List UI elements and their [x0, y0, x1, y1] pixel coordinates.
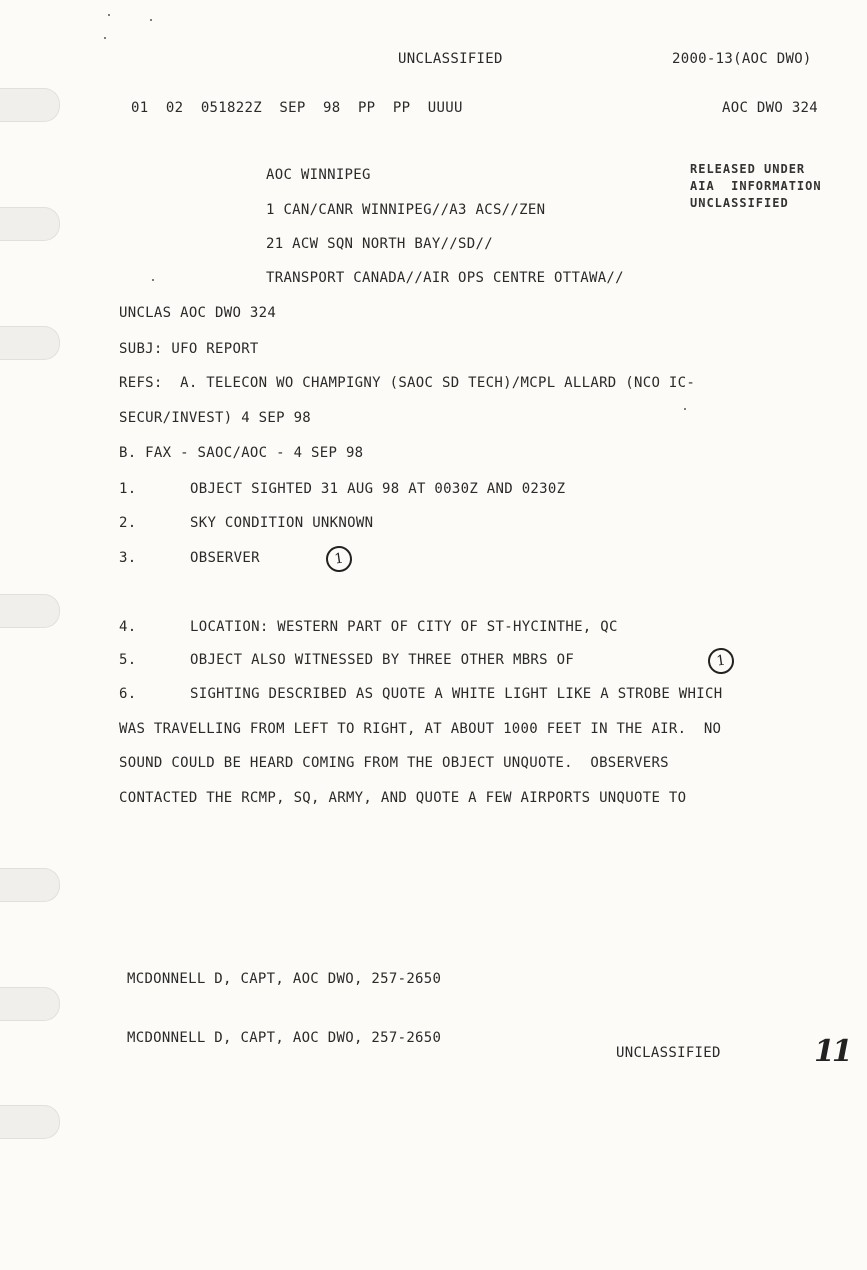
subject-line: SUBJ: UFO REPORT	[119, 341, 259, 357]
references-line: SECUR/INVEST) 4 SEP 98	[119, 410, 312, 426]
addressee: 1 CAN/CANR WINNIPEG//A3 ACS//ZEN	[266, 202, 546, 218]
addressee: 21 ACW SQN NORTH BAY//SD//	[266, 236, 493, 252]
binder-hole	[0, 207, 60, 241]
redaction-circle-mark: 1	[706, 646, 735, 675]
item-number: 1.	[119, 481, 137, 497]
addressee: AOC WINNIPEG	[266, 167, 371, 183]
handwritten-page-mark: 11	[814, 1034, 850, 1069]
release-stamp-line: UNCLASSIFIED	[690, 196, 789, 210]
redaction-circle-mark: 1	[324, 544, 353, 573]
item-number: 5.	[119, 652, 137, 668]
header-classification: UNCLASSIFIED	[398, 51, 503, 67]
item-text: LOCATION: WESTERN PART OF CITY OF ST-HYCINTHE, QC	[190, 619, 618, 635]
binder-hole	[0, 868, 60, 902]
routing-line: 01 02 051822Z SEP 98 PP PP UUUU	[131, 100, 463, 116]
item-text: OBSERVER	[190, 550, 260, 566]
scan-speck	[152, 279, 154, 281]
item-text: OBJECT SIGHTED 31 AUG 98 AT 0030Z AND 0230Z	[190, 481, 566, 497]
addressee: TRANSPORT CANADA//AIR OPS CENTRE OTTAWA//	[266, 270, 624, 286]
binder-hole	[0, 1105, 60, 1139]
message-id: AOC DWO 324	[722, 100, 819, 116]
paragraph-continuation: WAS TRAVELLING FROM LEFT TO RIGHT, AT ABOUT 1000 FEET IN THE AIR. NO	[119, 721, 722, 737]
binder-hole	[0, 326, 60, 360]
paragraph-continuation: CONTACTED THE RCMP, SQ, ARMY, AND QUOTE A FEW AIRPORTS UNQUOTE TO	[119, 790, 687, 806]
item-text: OBJECT ALSO WITNESSED BY THREE OTHER MBRS OF	[190, 652, 575, 668]
item-number: 6.	[119, 686, 137, 702]
paragraph-continuation: SOUND COULD BE HEARD COMING FROM THE OBJECT UNQUOTE. OBSERVERS	[119, 755, 669, 771]
references-line: REFS: A. TELECON WO CHAMPIGNY (SAOC SD TECH)/MCPL ALLARD (NCO IC-	[119, 375, 696, 391]
item-text: SKY CONDITION UNKNOWN	[190, 515, 374, 531]
scan-speck	[104, 37, 106, 39]
binder-hole	[0, 594, 60, 628]
signature-line: MCDONNELL D, CAPT, AOC DWO, 257-2650	[127, 971, 442, 987]
binder-hole	[0, 88, 60, 122]
item-number: 4.	[119, 619, 137, 635]
scan-speck	[684, 408, 686, 410]
file-reference: 2000-13(AOC DWO)	[672, 51, 812, 67]
unclas-line: UNCLAS AOC DWO 324	[119, 305, 277, 321]
scan-speck	[108, 14, 110, 16]
item-text: SIGHTING DESCRIBED AS QUOTE A WHITE LIGHT LIKE A STROBE WHICH	[190, 686, 723, 702]
item-number: 2.	[119, 515, 137, 531]
binder-hole	[0, 987, 60, 1021]
release-stamp-line: AIA INFORMATION	[690, 179, 822, 193]
footer-classification: UNCLASSIFIED	[616, 1045, 721, 1061]
scan-speck	[150, 19, 152, 21]
signature-line: MCDONNELL D, CAPT, AOC DWO, 257-2650	[127, 1030, 442, 1046]
release-stamp-line: RELEASED UNDER	[690, 162, 806, 176]
item-number: 3.	[119, 550, 137, 566]
reference-b: B. FAX - SAOC/AOC - 4 SEP 98	[119, 445, 364, 461]
